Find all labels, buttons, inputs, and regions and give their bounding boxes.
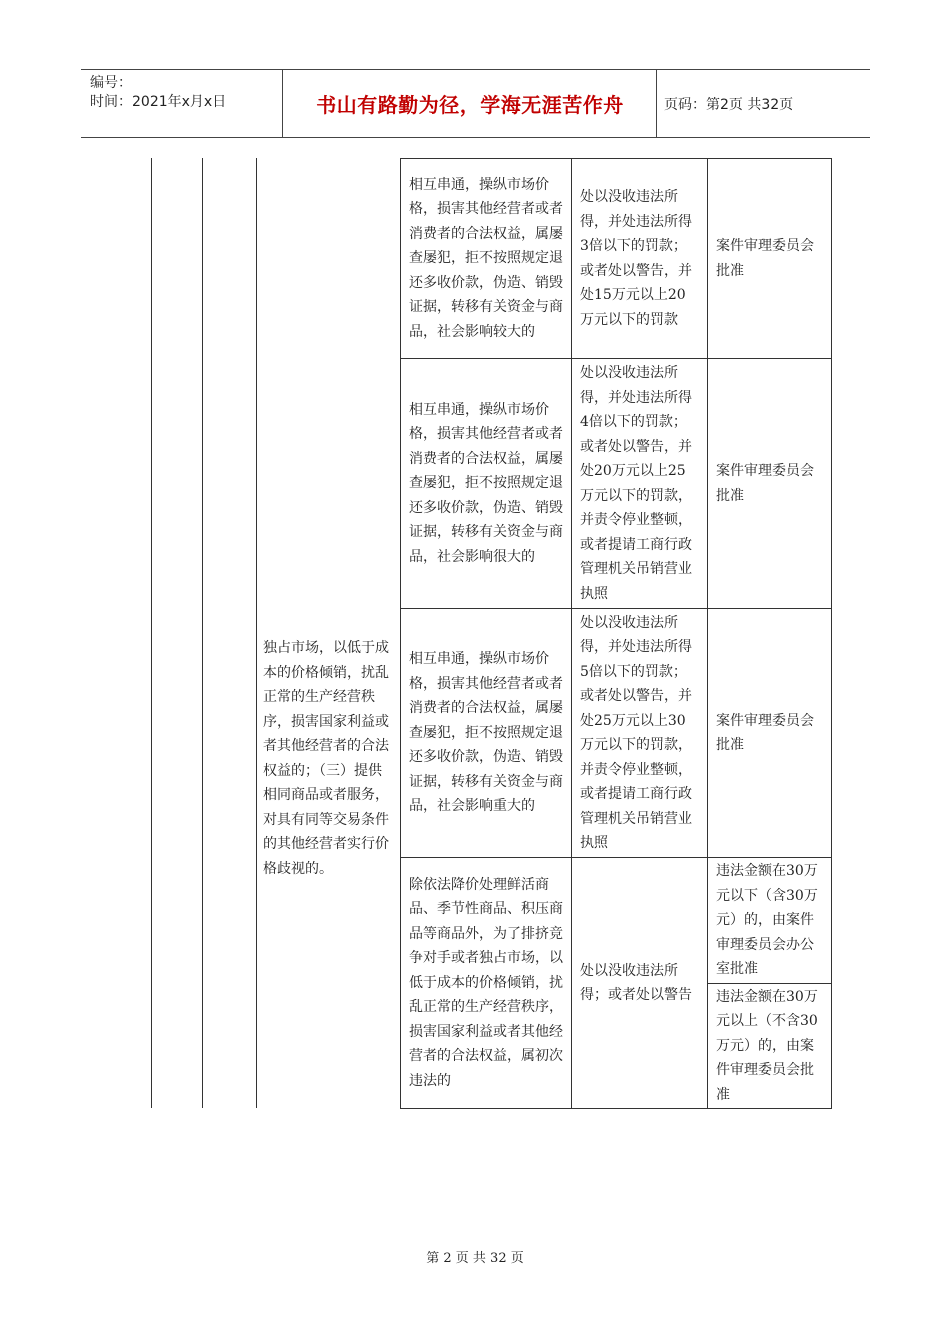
penalty-cell: 处以没收违法所得，并处违法所得4倍以下的罚款；或者处以警告，并处20万元以上25万元以下的罚款，并责令停业整顿，或者提请工商行政管理机关吊销营业执照 — [572, 359, 708, 609]
table-border-line — [202, 158, 203, 1108]
table-row — [401, 159, 832, 359]
header-page-number: 页码：第2页 共32页 — [664, 96, 794, 113]
table-border-line — [256, 158, 257, 1108]
penalty-cell: 处以没收违法所得，并处违法所得3倍以下的罚款；或者处以警告，并处15万元以上20万元以下的罚款 — [572, 159, 708, 359]
violation-description: 独占市场，以低于成本的价格倾销，扰乱正常的生产经营秩序，损害国家利益或者其他经营者的合法权益的；（三）提供相同商品或者服务，对具有同等交易条件的其他经营者实行价格歧视的。 — [263, 640, 389, 877]
penalty-cell: 处以没收违法所得，并处违法所得5倍以下的罚款；或者处以警告，并处25万元以上30万元以下的罚款，并责令停业整顿，或者提请工商行政管理机关吊销营业执照 — [572, 609, 708, 858]
header-divider — [656, 70, 657, 137]
approval-cell: 案件审理委员会批准 — [708, 159, 832, 359]
page-footer: 第 2 页 共 32 页 — [426, 1251, 524, 1266]
circumstance-cell: 相互串通，操纵市场价格，损害其他经营者或者消费者的合法权益，属屡查屡犯，拒不按照规定退还多收价款，伪造、销毁证据，转移有关资金与商品，社会影响重大的 — [401, 609, 572, 858]
document-date: 时间：2021年x月x日 — [90, 94, 227, 110]
header-motto: 书山有路勤为径，学海无涯苦作舟 — [316, 93, 624, 117]
penalty-cell: 处以没收违法所得；或者处以警告 — [572, 858, 708, 1109]
document-number-label: 编号： — [90, 75, 132, 91]
approval-cell: 案件审理委员会批准 — [708, 609, 832, 858]
page-header — [81, 69, 870, 138]
table-row — [401, 858, 832, 984]
table-border-line — [151, 158, 152, 1108]
table-row — [401, 359, 832, 609]
table-row — [401, 609, 832, 858]
header-divider — [282, 70, 283, 137]
circumstance-cell: 相互串通，操纵市场价格，损害其他经营者或者消费者的合法权益，属屡查屡犯，拒不按照规定退还多收价款，伪造、销毁证据，转移有关资金与商品，社会影响较大的 — [401, 159, 572, 359]
circumstance-cell: 除依法降价处理鲜活商品、季节性商品、积压商品等商品外，为了排挤竞争对手或者独占市场，以低于成本的价格倾销，扰乱正常的生产经营秩序，损害国家利益或者其他经营者的合法权益，属初次违法的 — [401, 858, 572, 1109]
approval-cell: 案件审理委员会批准 — [708, 359, 832, 609]
penalty-table — [400, 158, 832, 1109]
header-meta — [90, 74, 226, 112]
approval-cell: 违法金额在30万元以上（不含30万元）的，由案件审理委员会批准 — [708, 984, 832, 1109]
circumstance-cell: 相互串通，操纵市场价格，损害其他经营者或者消费者的合法权益，属屡查屡犯，拒不按照规定退还多收价款，伪造、销毁证据，转移有关资金与商品，社会影响很大的 — [401, 359, 572, 609]
approval-cell: 违法金额在30万元以下（含30万元）的，由案件审理委员会办公室批准 — [708, 858, 832, 984]
